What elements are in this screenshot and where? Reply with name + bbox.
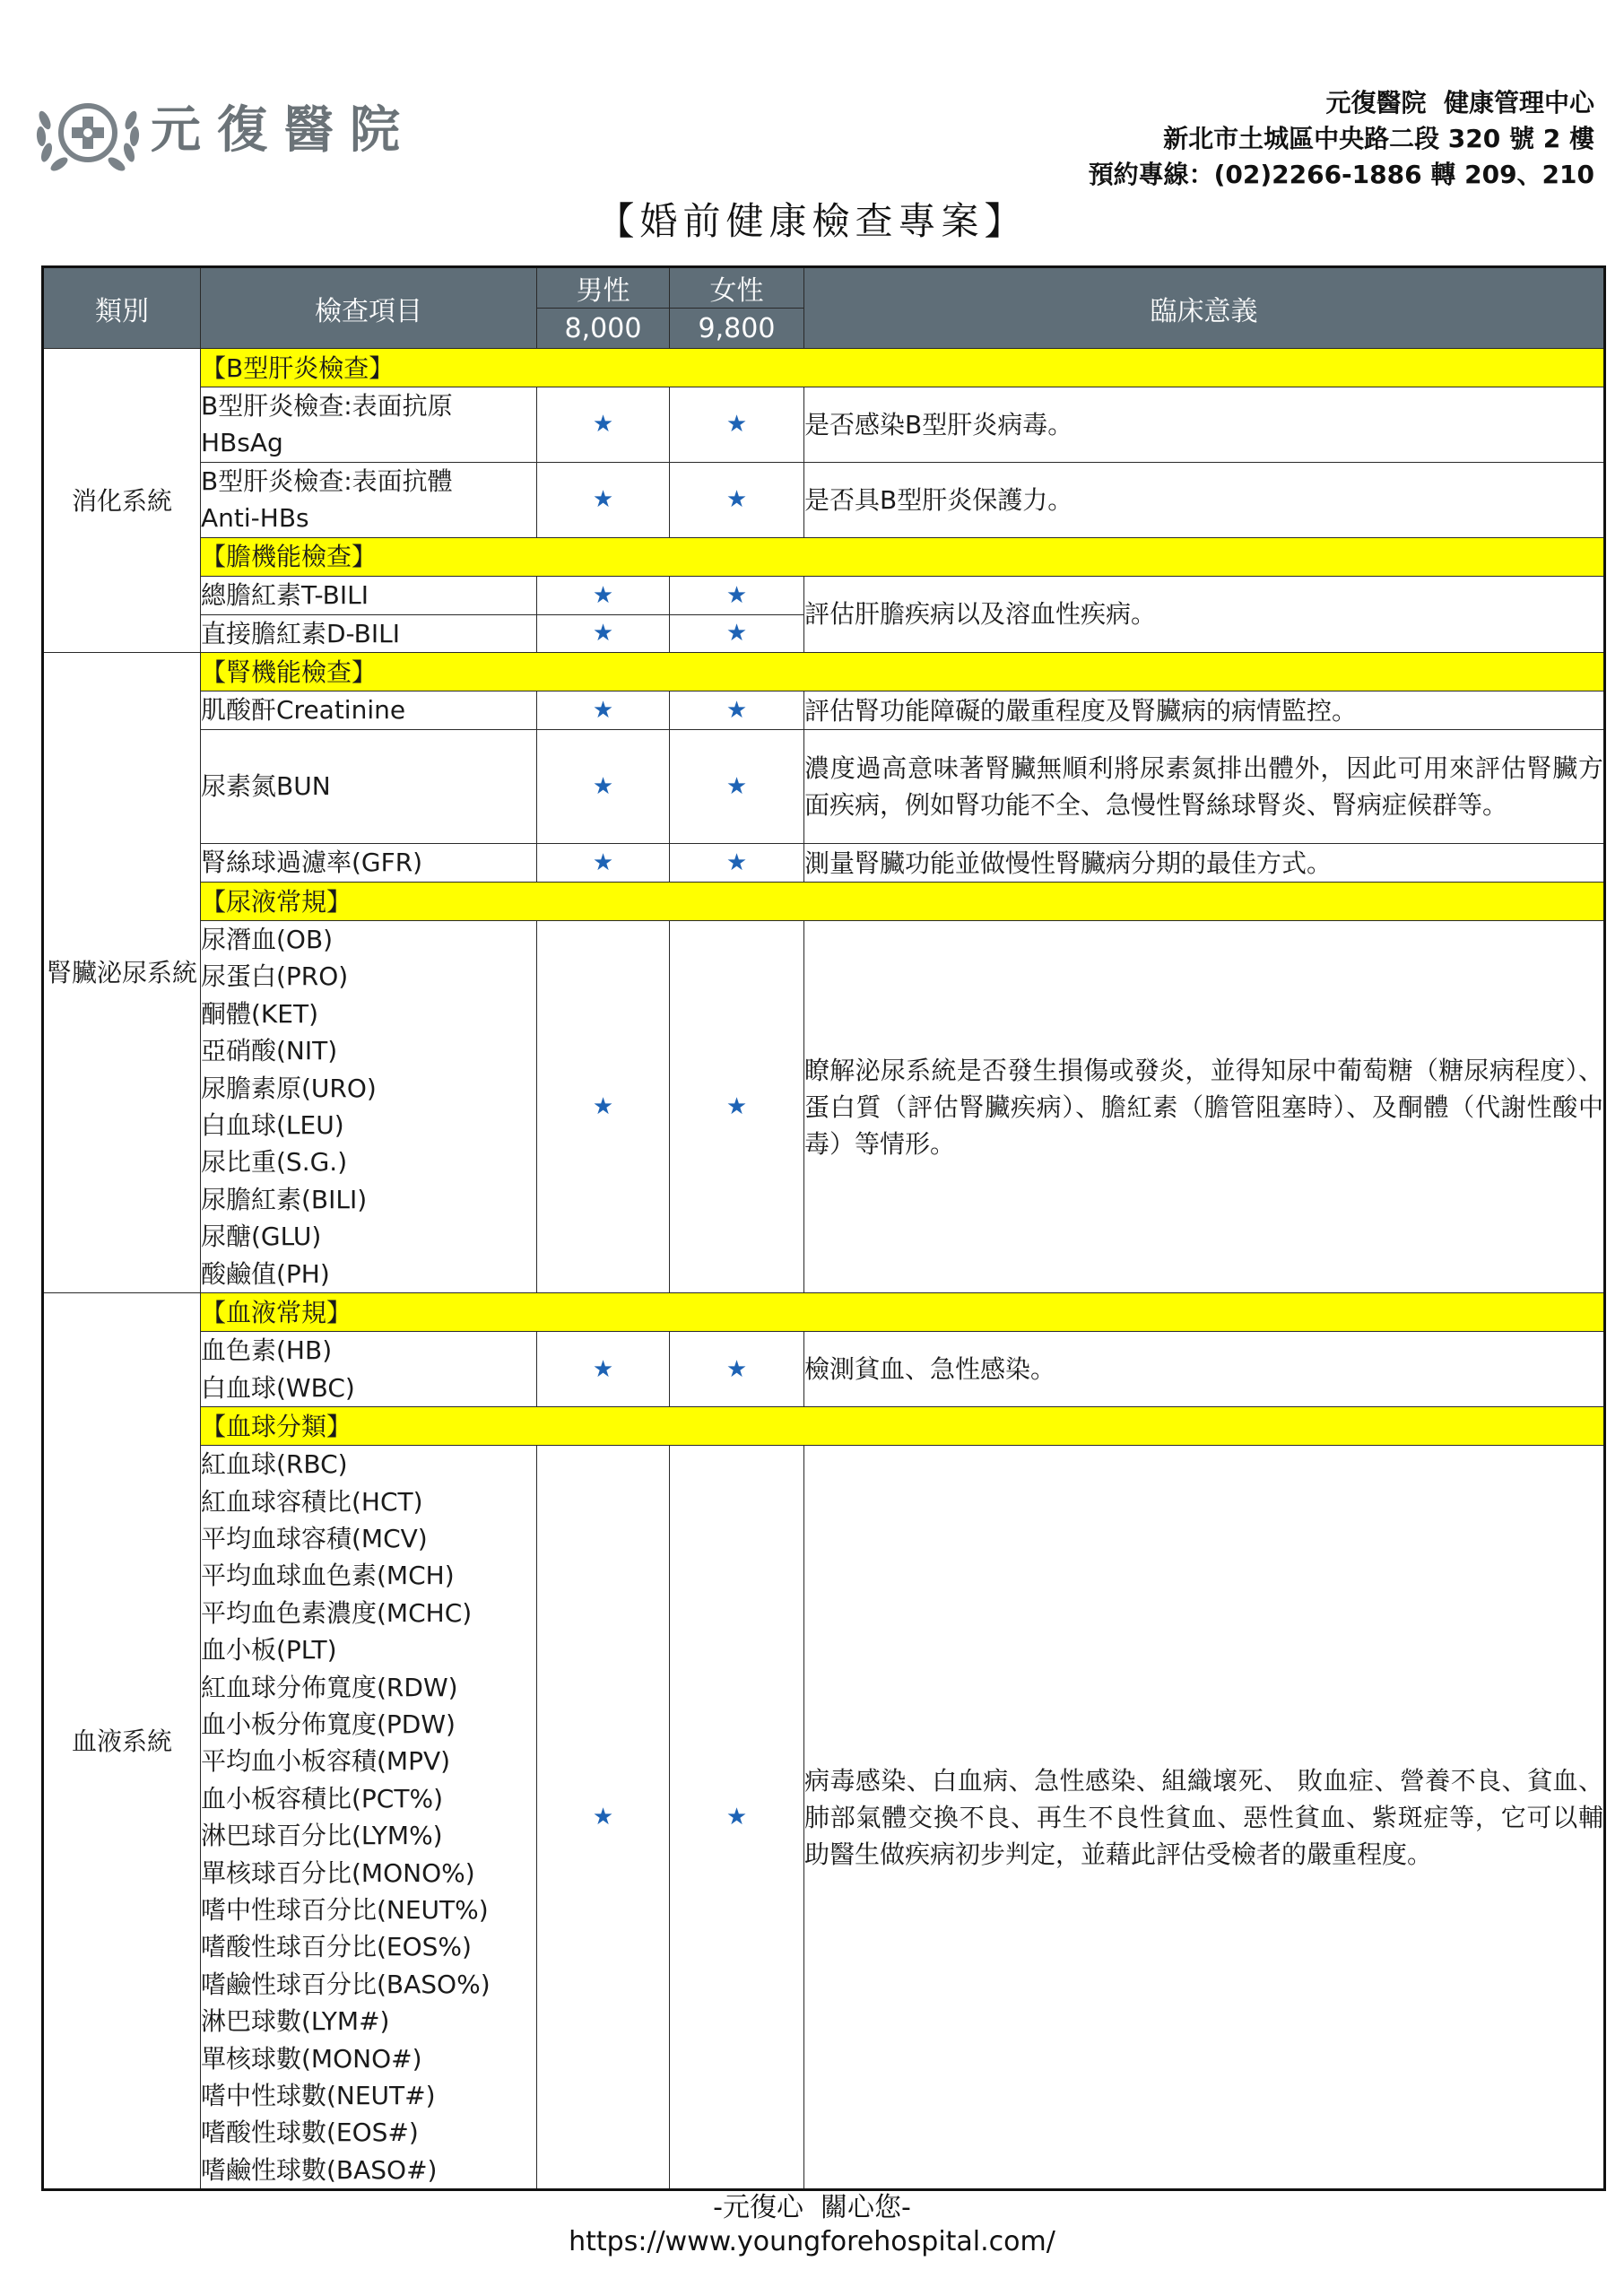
group-label: 【膽機能檢查】 — [201, 537, 1605, 576]
item-line: 紅血球分佈寬度(RDW) — [201, 1672, 458, 1702]
item-line: B型肝炎檢查:表面抗體 — [201, 465, 453, 496]
group-label: 【血球分類】 — [201, 1407, 1605, 1446]
item-line: 尿潛血(OB) — [201, 925, 334, 955]
item-line: 平均血小板容積(MPV) — [201, 1746, 451, 1777]
item-line: 尿素氮BUN — [201, 771, 331, 802]
item-line: 嗜中性球百分比(NEUT%) — [201, 1894, 489, 1925]
male-star-icon: ★ — [537, 921, 670, 1293]
header-category: 類別 — [43, 267, 201, 349]
table-row — [43, 1293, 1605, 1332]
header-meaning: 臨床意義 — [804, 267, 1605, 349]
item-cell — [201, 691, 537, 730]
item-cell — [201, 387, 537, 463]
item-line: 平均血球血色素(MCH) — [201, 1561, 455, 1591]
table-row — [43, 921, 1605, 1293]
item-line: 白血球(WBC) — [201, 1372, 355, 1403]
male-star-icon: ★ — [537, 614, 670, 652]
item-line: 尿蛋白(PRO) — [201, 961, 349, 992]
meaning-cell: 測量腎臟功能並做慢性腎臟病分期的最佳方式。 — [804, 844, 1605, 883]
female-star-icon: ★ — [670, 462, 804, 537]
hospital-emblem-icon — [32, 93, 143, 172]
female-star-icon: ★ — [670, 844, 804, 883]
footer — [0, 2191, 1624, 2259]
item-line: 嗜中性球數(NEUT#) — [201, 2081, 436, 2110]
item-line: 亞硝酸(NIT) — [201, 1036, 338, 1066]
female-star-icon: ★ — [670, 387, 804, 463]
female-star-icon: ★ — [670, 730, 804, 844]
group-label: 【血液常規】 — [201, 1293, 1605, 1332]
meaning-cell: 病毒感染、白血病、急性感染、組織壞死、 敗血症、營養不良、貧血、肺部氣體交換不良、再生不良性貧血、惡性貧血、紫斑症等，它可以輔助醫生做疾病初步判定，並藉此評估受檢者的嚴重程度。 — [804, 1446, 1605, 2190]
item-cell — [201, 1332, 537, 1407]
female-star-icon: ★ — [670, 921, 804, 1293]
table-row — [43, 883, 1605, 921]
meaning-cell: 是否具B型肝炎保護力。 — [804, 462, 1605, 537]
group-label: 【尿液常規】 — [201, 883, 1605, 921]
female-star-icon: ★ — [670, 614, 804, 652]
meaning-cell: 檢測貧血、急性感染。 — [804, 1332, 1605, 1407]
meaning-cell: 評估肝膽疾病以及溶血性疾病。 — [804, 576, 1605, 652]
item-line: 平均血球容積(MCV) — [201, 1523, 428, 1553]
item-line: Anti-HBs — [201, 503, 309, 534]
item-line: 紅血球(RBC) — [201, 1449, 348, 1480]
item-line: 嗜鹼性球百分比(BASO%) — [201, 1969, 491, 1999]
item-line: 血小板分佈寬度(PDW) — [201, 1709, 456, 1739]
item-line: 平均血色素濃度(MCHC) — [201, 1597, 473, 1628]
item-line: 血色素(HB) — [201, 1335, 333, 1366]
item-line: B型肝炎檢查:表面抗原 — [201, 391, 453, 421]
header-male: 男性 — [537, 267, 670, 309]
address: 新北市土城區中央路二段 320 號 2 樓 — [1163, 124, 1594, 153]
org-name: 元復醫院 健康管理中心 — [1325, 88, 1594, 117]
item-line: 尿膽紅素(BILI) — [201, 1184, 368, 1214]
female-star-icon: ★ — [670, 1332, 804, 1407]
table-row — [43, 1332, 1605, 1407]
item-line: 白血球(LEU) — [201, 1110, 344, 1141]
item-cell — [201, 462, 537, 537]
meaning-cell: 瞭解泌尿系統是否發生損傷或發炎，並得知尿中葡萄糖（糖尿病程度）、蛋白質（評估腎臟疾病）、膽紅素（膽管阻塞時）、及酮體（代謝性酸中毒）等情形。 — [804, 921, 1605, 1293]
item-line: 嗜酸性球數(EOS#) — [201, 2118, 419, 2148]
table-row — [43, 691, 1605, 730]
item-cell — [201, 1446, 537, 2190]
item-line: HBsAg — [201, 428, 283, 458]
meaning-cell: 評估腎功能障礙的嚴重程度及腎臟病的病情監控。 — [804, 691, 1605, 730]
table-row — [43, 1407, 1605, 1446]
item-line: 單核球數(MONO#) — [201, 2043, 422, 2074]
item-line: 尿比重(S.G.) — [201, 1147, 348, 1178]
male-star-icon: ★ — [537, 462, 670, 537]
item-cell — [201, 730, 537, 844]
item-cell — [201, 576, 537, 614]
table-row — [43, 462, 1605, 537]
header-female: 女性 — [670, 267, 804, 309]
item-line: 酮體(KET) — [201, 998, 319, 1029]
male-star-icon: ★ — [537, 844, 670, 883]
item-line: 紅血球容積比(HCT) — [201, 1486, 423, 1517]
category-blood: 血液系統 — [43, 1293, 201, 2190]
contact-block — [1089, 85, 1594, 193]
table-row — [43, 730, 1605, 844]
item-line: 尿醣(GLU) — [201, 1222, 322, 1252]
item-cell — [201, 614, 537, 652]
female-star-icon: ★ — [670, 576, 804, 614]
category-urinary: 腎臟泌尿系統 — [43, 653, 201, 1293]
header-item: 檢查項目 — [201, 267, 537, 349]
table-header-row — [43, 267, 1605, 309]
item-line: 單核球百分比(MONO%) — [201, 1857, 475, 1888]
exam-table — [41, 265, 1606, 2191]
male-star-icon: ★ — [537, 387, 670, 463]
item-line: 酸鹼值(PH) — [201, 1258, 330, 1289]
female-star-icon: ★ — [670, 691, 804, 730]
category-digestive: 消化系統 — [43, 349, 201, 653]
footer-url-link[interactable]: https://www.youngforehospital.com/ — [569, 2226, 1055, 2257]
group-label: 【腎機能檢查】 — [201, 653, 1605, 691]
male-star-icon: ★ — [537, 576, 670, 614]
item-cell — [201, 921, 537, 1293]
table-row — [43, 537, 1605, 576]
item-line: 嗜鹼性球數(BASO#) — [201, 2154, 438, 2185]
table-row — [43, 387, 1605, 463]
female-star-icon: ★ — [670, 1446, 804, 2190]
hospital-brand-name: 元復醫院 — [151, 101, 416, 160]
item-line: 血小板容積比(PCT%) — [201, 1783, 443, 1813]
item-line: 腎絲球過濾率(GFR) — [201, 848, 423, 878]
item-line: 肌酸酐Creatinine — [201, 695, 406, 726]
meaning-cell: 濃度過高意味著腎臟無順利將尿素氮排出體外，因此可用來評估腎臟方面疾病，例如腎功能不全、急慢性腎絲球腎炎、腎病症候群等。 — [804, 730, 1605, 844]
item-line: 嗜酸性球百分比(EOS%) — [201, 1932, 472, 1962]
item-line: 直接膽紅素D-BILI — [201, 618, 400, 648]
female-price: 9,800 — [670, 309, 804, 349]
item-cell — [201, 844, 537, 883]
table-row — [43, 1446, 1605, 2190]
phone: 預約專線：(02)2266-1886 轉 209、210 — [1088, 160, 1594, 189]
male-star-icon: ★ — [537, 691, 670, 730]
footer-slogan: -元復心 關心您- — [713, 2192, 911, 2223]
table-row — [43, 653, 1605, 691]
item-line: 淋巴球數(LYM#) — [201, 2006, 390, 2037]
male-price: 8,000 — [537, 309, 670, 349]
male-star-icon: ★ — [537, 1446, 670, 2190]
item-line: 總膽紅素T-BILI — [201, 579, 369, 610]
group-label: 【B型肝炎檢查】 — [201, 349, 1605, 387]
male-star-icon: ★ — [537, 730, 670, 844]
male-star-icon: ★ — [537, 1332, 670, 1407]
meaning-cell: 是否感染B型肝炎病毒。 — [804, 387, 1605, 463]
page-title: 【婚前健康檢查專案】 — [596, 199, 1028, 243]
table-row — [43, 844, 1605, 883]
item-line: 尿膽素原(URO) — [201, 1073, 377, 1103]
table-row — [43, 349, 1605, 387]
item-line: 血小板(PLT) — [201, 1635, 337, 1665]
item-line: 淋巴球百分比(LYM%) — [201, 1821, 443, 1851]
table-row — [43, 576, 1605, 614]
